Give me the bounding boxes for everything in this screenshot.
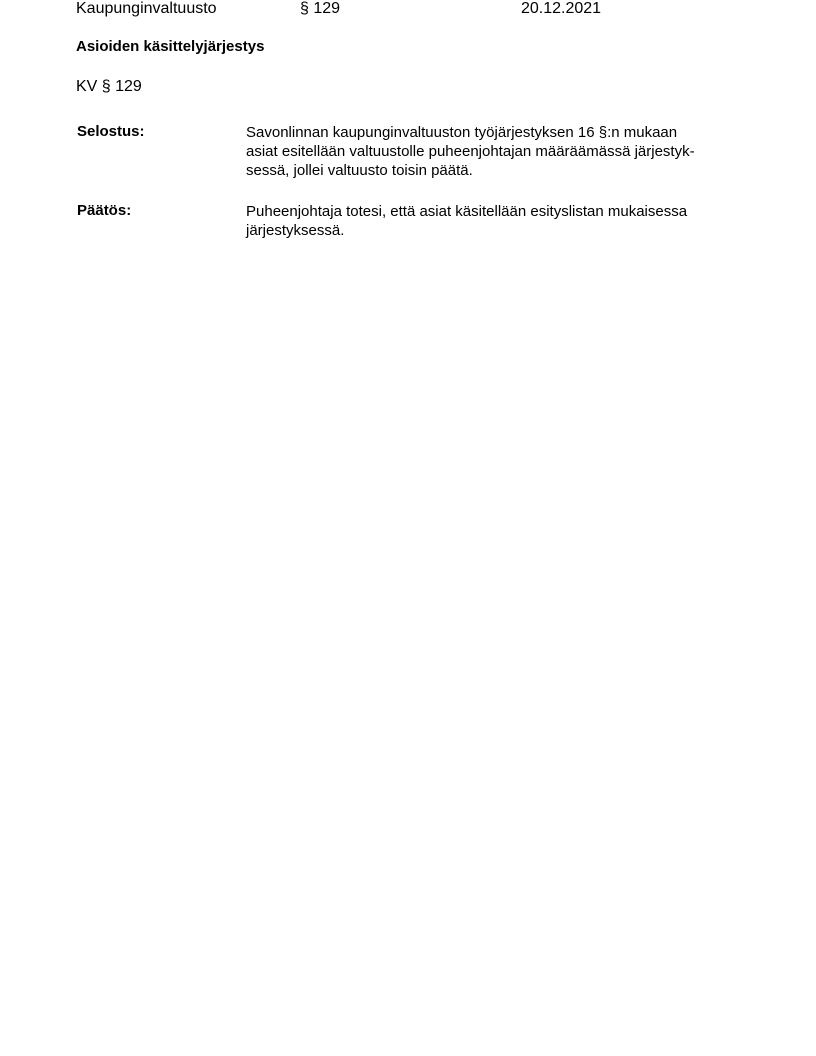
paatos-line: järjestyksessä. [246,222,345,239]
item-reference: KV § 129 [76,78,142,95]
item-title: Asioiden käsittelyjärjestys [76,38,265,55]
selostus-line: sessä, jollei valtuusto toisin päätä. [246,162,473,179]
header-section-number: § 129 [300,0,341,17]
paatos-label: Päätös: [77,202,132,219]
selostus-label: Selostus: [77,123,145,140]
selostus-line: asiat esitellään valtuustolle puheenjohtajan määräämässä järjestyk- [246,143,695,160]
paatos-line: Puheenjohtaja totesi, että asiat käsitellään esityslistan mukaisessa [246,203,688,220]
selostus-text [246,123,746,180]
header-date: 20.12.2021 [521,0,602,17]
paatos-text [246,202,746,240]
header-body-name: Kaupunginvaltuusto [76,0,217,17]
selostus-line: Savonlinnan kaupunginvaltuuston työjärjestyksen 16 §:n mukaan [246,124,678,141]
